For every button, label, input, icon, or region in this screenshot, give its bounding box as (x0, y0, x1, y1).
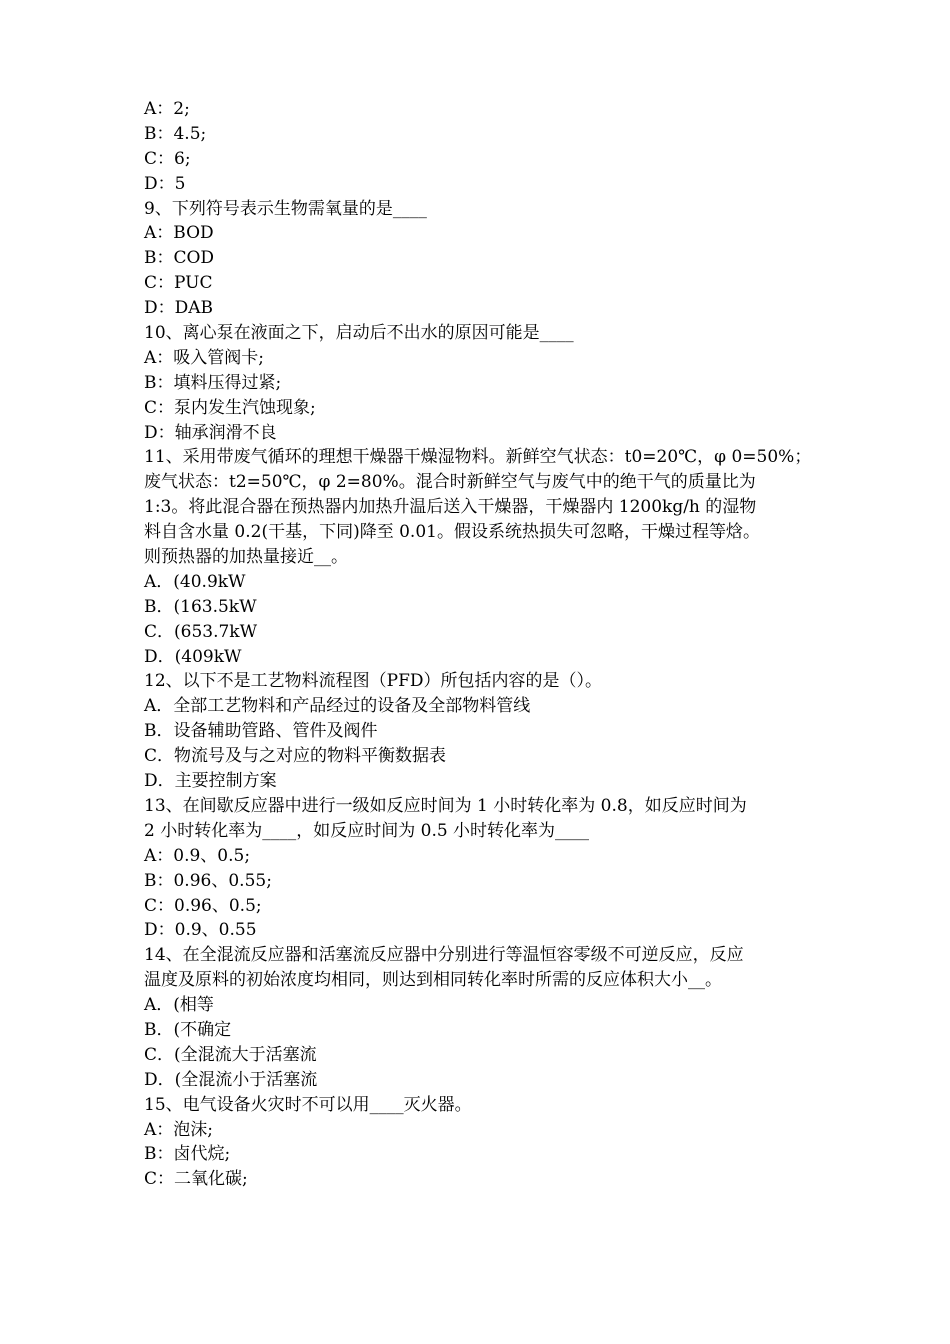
option-line: D：0.9、0.55 (144, 920, 257, 941)
option-line: A．(相等 (144, 995, 214, 1016)
option-line: B：4.5; (144, 123, 207, 144)
option-line: A：0.9、0.5; (144, 845, 251, 866)
question-11-line: 废气状态：t2=50℃，φ 2=80%。混合时新鲜空气与废气中的绝干气的质量比为 (144, 472, 756, 493)
question-11-line: 1:3。将此混合器在预热器内加热升温后送入干燥器，干燥器内 1200kg/h 的湿物 (144, 497, 757, 518)
option-line: B：填料压得过紧; (144, 372, 282, 393)
option-line: A：BOD (144, 223, 214, 244)
question-13-line: 2 小时转化率为____，如反应时间为 0.5 小时转化率为____ (144, 820, 590, 841)
option-line: C：二氧化碳; (144, 1169, 248, 1190)
option-line: B：卤代烷; (144, 1144, 231, 1165)
option-line: D．(409kW (144, 646, 242, 667)
option-line: D．(全混流小于活塞流 (144, 1069, 318, 1090)
question-12: 12、以下不是工艺物料流程图（PFD）所包括内容的是（）。 (144, 671, 602, 692)
document-body (144, 97, 814, 1192)
option-line: A：泡沫; (144, 1119, 214, 1140)
option-line: B．(163.5kW (144, 596, 257, 617)
option-line: B：COD (144, 248, 215, 269)
question-14-line: 14、在全混流反应器和活塞流反应器中分别进行等温恒容零级不可逆反应，反应 (144, 945, 744, 966)
option-line: B．(不确定 (144, 1019, 232, 1040)
option-line: A：吸入管阀卡; (144, 347, 265, 368)
option-line: C：6; (144, 148, 191, 169)
option-line: B：0.96、0.55; (144, 870, 272, 891)
question-9: 9、下列符号表示生物需氧量的是____ (144, 198, 427, 219)
option-line: C．物流号及与之对应的物料平衡数据表 (144, 746, 447, 767)
option-line: C．(全混流大于活塞流 (144, 1044, 317, 1065)
option-line: D：5 (144, 173, 186, 194)
option-line: C：0.96、0.5; (144, 895, 262, 916)
option-line: C：PUC (144, 273, 213, 294)
question-14-line: 温度及原料的初始浓度均相同，则达到相同转化率时所需的反应体积大小__。 (144, 970, 722, 991)
question-11-line: 料自含水量 0.2(干基，下同)降至 0.01。假设系统热损失可忽略，干燥过程等焓。 (144, 522, 760, 543)
option-line: D：DAB (144, 298, 214, 319)
question-11-line: 则预热器的加热量接近__。 (144, 547, 348, 568)
question-15: 15、电气设备火灾时不可以用____灭火器。 (144, 1094, 472, 1115)
option-line: D：轴承润滑不良 (144, 422, 277, 443)
question-11-line: 11、采用带废气循环的理想干燥器干燥湿物料。新鲜空气状态：t0=20℃，φ 0=50%； (144, 447, 812, 468)
option-line: C：泵内发生汽蚀现象; (144, 397, 316, 418)
option-line: A．全部工艺物料和产品经过的设备及全部物料管线 (144, 696, 531, 717)
option-line: A：2; (144, 99, 190, 119)
option-line: B．设备辅助管路、管件及阀件 (144, 721, 378, 742)
option-line: C．(653.7kW (144, 621, 258, 642)
question-13-line: 13、在间歇反应器中进行一级如反应时间为 1 小时转化率为 0.8，如反应时间为 (144, 795, 747, 816)
option-line: D．主要控制方案 (144, 771, 277, 792)
question-10: 10、离心泵在液面之下，启动后不出水的原因可能是____ (144, 323, 574, 344)
option-line: A．(40.9kW (144, 571, 246, 592)
